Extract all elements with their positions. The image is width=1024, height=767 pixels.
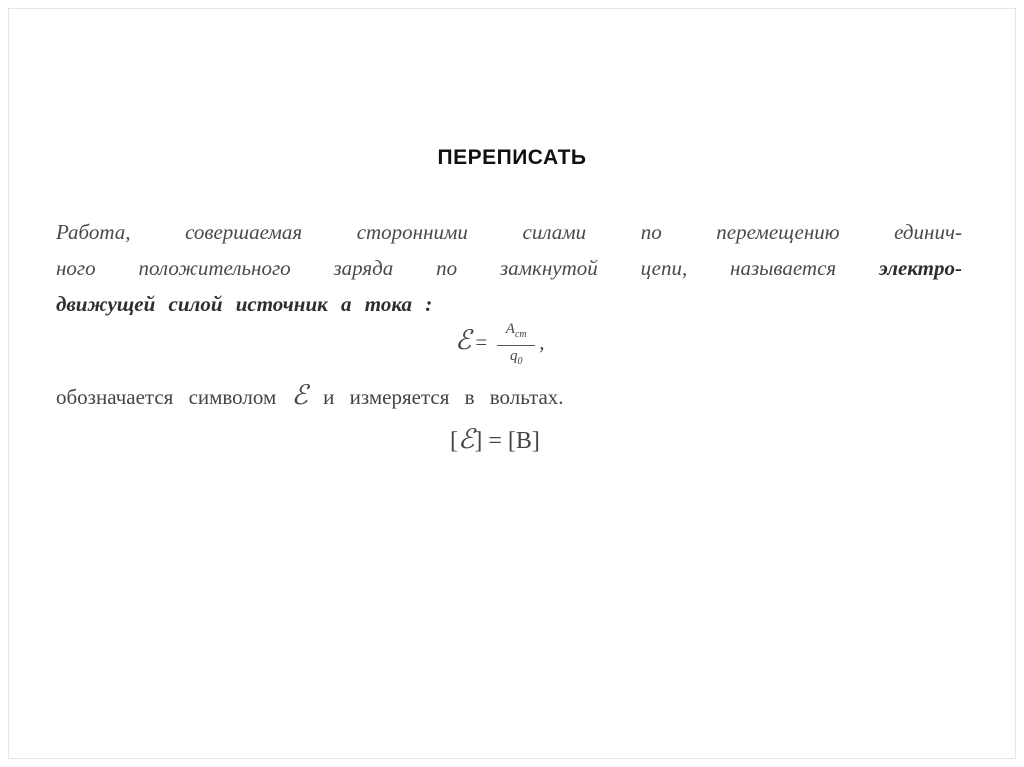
emf-formula xyxy=(455,320,544,371)
unit-volt: [В] xyxy=(507,428,540,454)
emf-symbol: ℰ xyxy=(455,325,472,357)
symbol-inline: ℰ xyxy=(291,380,308,411)
unit-open-bracket: [ xyxy=(450,428,458,454)
unit-close-bracket: ] xyxy=(474,428,483,454)
unit-equals: = xyxy=(488,428,502,454)
text-line-3 xyxy=(56,292,432,317)
emf-comma: , xyxy=(539,330,545,355)
emf-fraction xyxy=(497,320,535,371)
symbol-line-prefix: обозначается символом xyxy=(56,385,277,409)
fraction-denominator: $q_0$ xyxy=(509,348,523,367)
symbol-line-suffix: и измеряется в вольтах. xyxy=(323,385,564,409)
text-line-2-bold: электро- xyxy=(879,256,962,280)
text-line-3-colon: : xyxy=(425,292,433,316)
emf-equals: = xyxy=(475,330,488,355)
text-line-2-plain: ного положительного заряда по замкнутой цепи, называется xyxy=(56,256,837,280)
fraction-bar xyxy=(497,345,535,346)
text-line-3-bold: движущей силой источник а тока xyxy=(56,292,412,316)
unit-emf-symbol: ℰ xyxy=(458,424,475,455)
text-line-2 xyxy=(56,256,962,281)
symbol-line xyxy=(56,380,564,411)
text-line-1: Работа, совершаемая сторонними силами по перемещению единич- xyxy=(56,220,962,244)
fraction-numerator: $A_{cm}$ xyxy=(505,321,527,340)
slide-title: ПЕРЕПИСАТЬ xyxy=(437,146,587,169)
unit-formula xyxy=(450,424,540,455)
